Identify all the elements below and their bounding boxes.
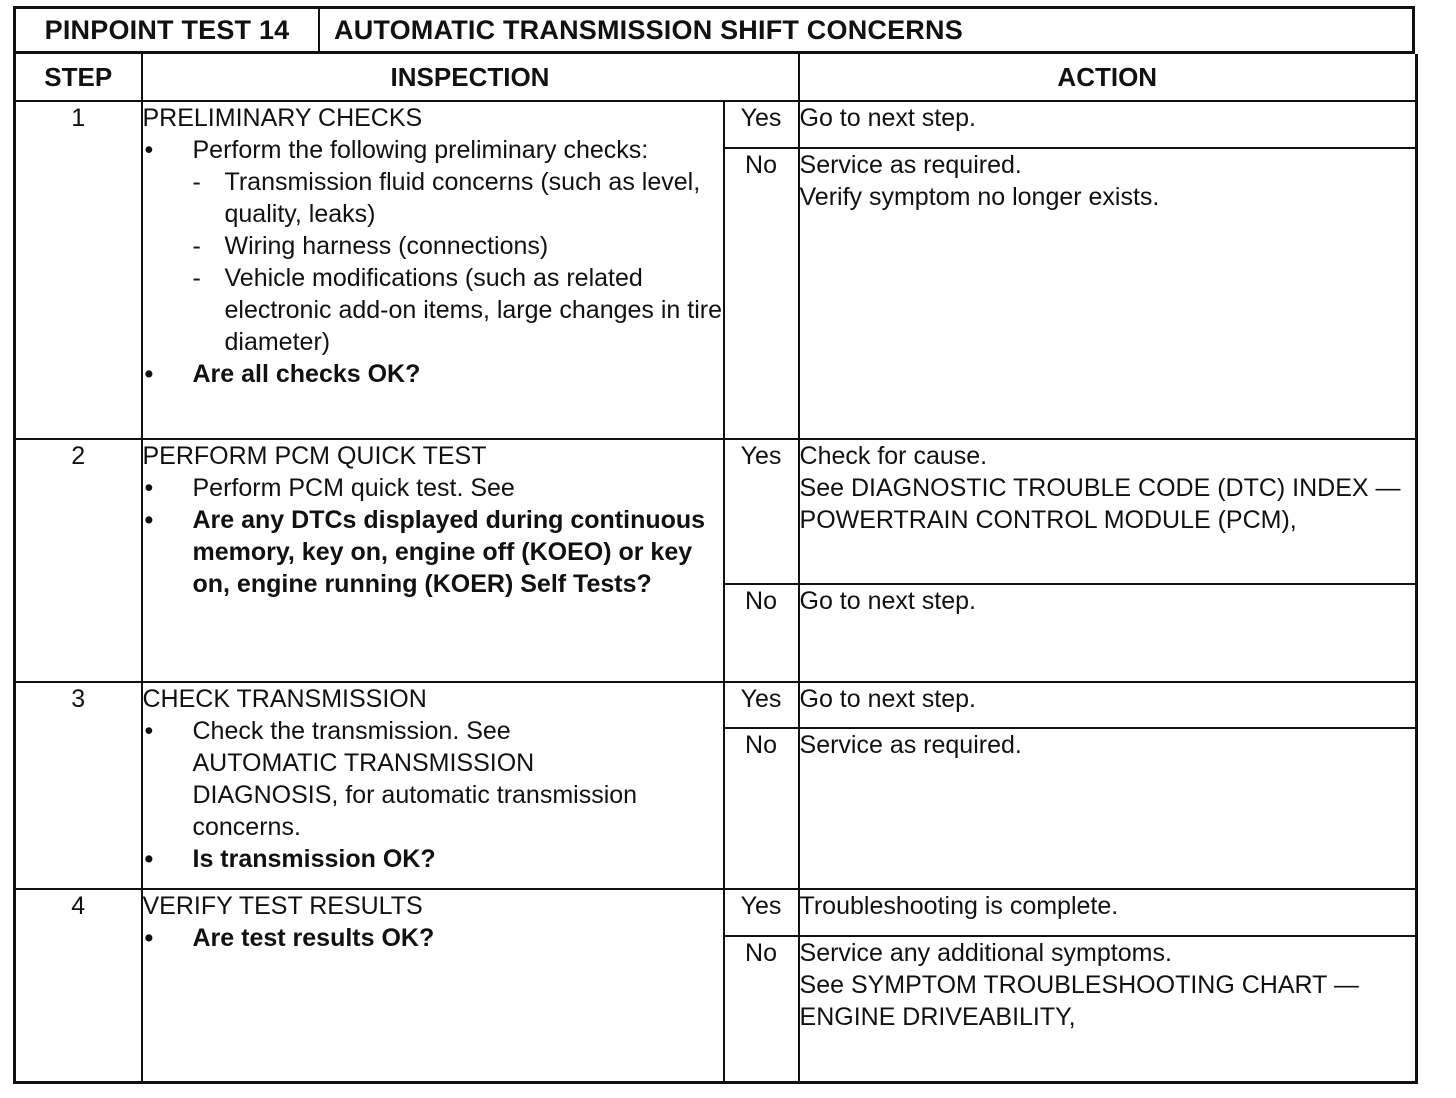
action-line: Service as required. [799,151,1022,179]
table-row [15,889,1417,936]
yes-action: Troubleshooting is complete. [799,889,1417,936]
action-line: Service any additional symptoms. [799,939,1172,967]
step-number: 3 [15,682,142,889]
table-row [15,101,1417,148]
step-number: 2 [15,439,142,682]
list-item: • Check the transmission. See AUTOMATIC TRANSMISSION DIAGNOSIS, for automatic transmission concerns. [143,715,723,843]
yes-label: Yes [724,889,799,936]
step-question: • Are all checks OK? [143,358,723,390]
no-label: No [724,936,799,1082]
step-number: 4 [15,889,142,1082]
column-header-row [15,54,1417,101]
yes-label: Yes [724,682,799,728]
table-row [15,439,1417,584]
yes-action [799,439,1417,584]
step-inspection [142,439,724,682]
step-question: • Are test results OK? [143,922,723,954]
no-label: No [724,148,799,439]
action-line: Verify symptom no longer exists. [799,183,1160,211]
no-label: No [724,584,799,682]
table-row [15,682,1417,728]
step-question: • Is transmission OK? [143,843,723,875]
action-line: See SYMPTOM TROUBLESHOOTING CHART — ENGINE DRIVEABILITY, [799,971,1359,1031]
column-header-action: ACTION [799,54,1417,101]
test-title: AUTOMATIC TRANSMISSION SHIFT CONCERNS [334,14,963,45]
bullet-text: Perform the following preliminary checks: [192,136,649,164]
no-action [799,936,1417,1082]
no-action [799,148,1417,439]
list-item: - Vehicle modifications (such as related electronic add-on items, large changes in tire diameter) [193,262,723,358]
yes-action: Go to next step. [799,682,1417,728]
step-title: VERIFY TEST RESULTS [142,892,423,920]
step-title: PERFORM PCM QUICK TEST [142,442,487,470]
list-item: - Wiring harness (connections) [193,230,723,262]
action-line: See DIAGNOSTIC TROUBLE CODE (DTC) INDEX — POWERTRAIN CONTROL MODULE (PCM), [799,474,1401,534]
action-line: Check for cause. [799,442,988,470]
yes-label: Yes [724,101,799,148]
list-item: • Perform PCM quick test. See [143,472,723,504]
test-label: PINPOINT TEST 14 [16,9,320,51]
column-header-step: STEP [15,54,142,101]
list-item: - Transmission fluid concerns (such as level, quality, leaks) [193,166,723,230]
step-title: CHECK TRANSMISSION [142,685,427,713]
step-inspection [142,682,724,889]
pinpoint-table [13,54,1418,1084]
no-action: Service as required. [799,728,1417,889]
list-item [143,134,723,358]
no-action: Go to next step. [799,584,1417,682]
column-header-inspection: INSPECTION [142,54,799,101]
title-bar [13,6,1415,54]
step-inspection [142,889,724,1082]
pinpoint-test-page [13,6,1415,1084]
step-number: 1 [15,101,142,439]
yes-label: Yes [724,439,799,584]
no-label: No [724,728,799,889]
step-inspection [142,101,724,439]
step-title: PRELIMINARY CHECKS [142,104,423,132]
step-question: • Are any DTCs displayed during continuous memory, key on, engine off (KOEO) or key on, engine running (KOER) Self Tests? [143,504,723,600]
yes-action: Go to next step. [799,101,1417,148]
